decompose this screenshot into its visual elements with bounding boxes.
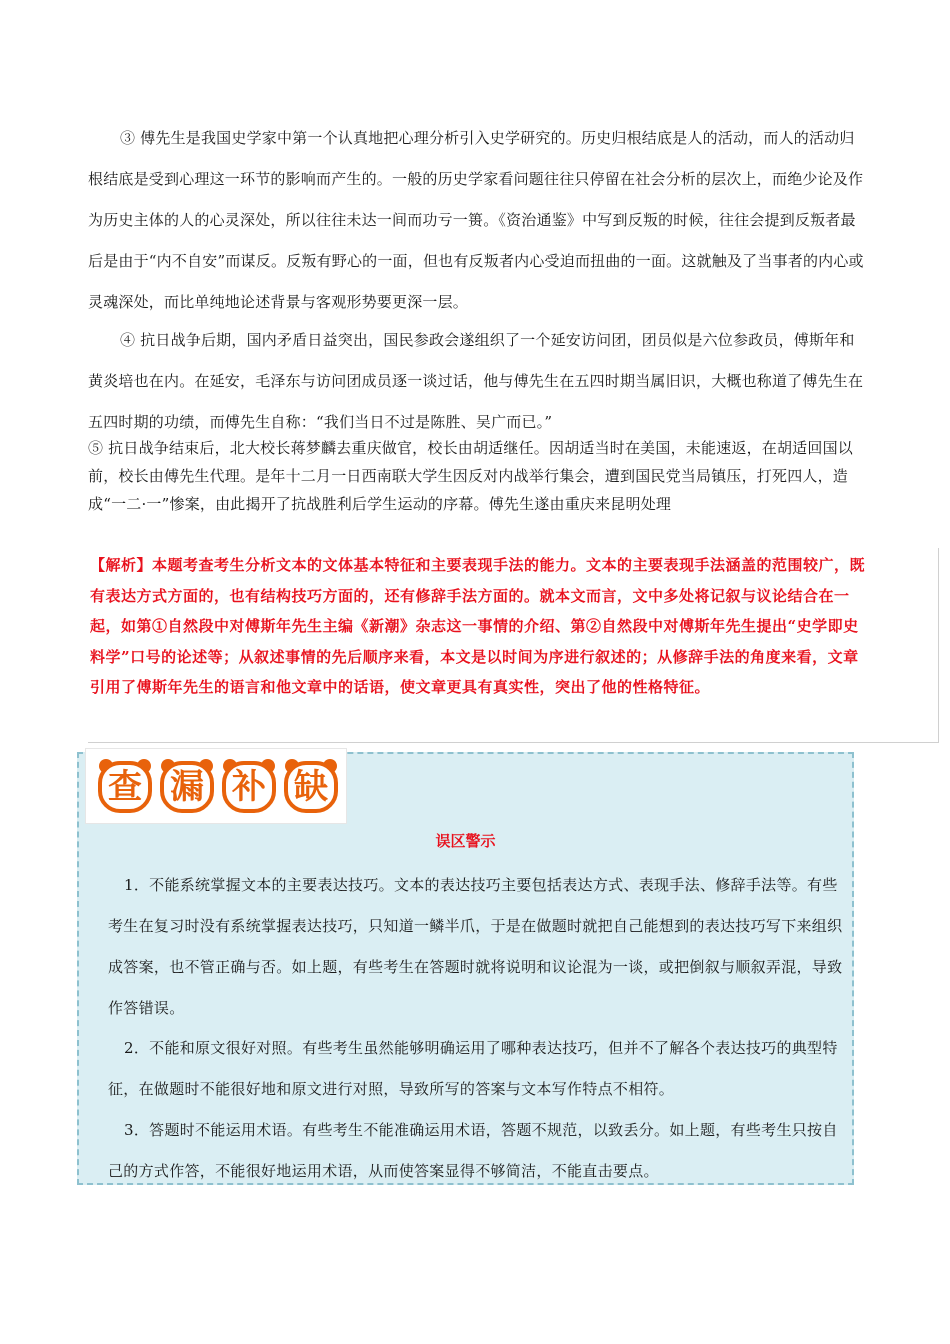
- paragraph-5: ⑤ 抗日战争结束后，北大校长蒋梦麟去重庆做官，校长由胡适继任。因胡适当时在美国，未能速返，在胡适回国以前，校长由傅先生代理。是年十二月一日西南联大学生因反对内战举行集会，遭到国民党当局镇压，打死四人，造成“一二·一”惨案，由此揭开了抗战胜利后学生运动的序幕。傅先生遂由重庆来昆明处理: [88, 439, 853, 513]
- logo-char-1: 查: [108, 767, 142, 807]
- logo-char-3: 补: [232, 767, 266, 807]
- logo-badge: [220, 757, 278, 815]
- paragraph-3: ③ 傅先生是我国史学家中第一个认真地把心理分析引入史学研究的。历史归根结底是人的活动，而人的活动归根结底是受到心理这一环节的影响而产生的。一般的历史学家看问题往往只停留在社会分析的层次上，而绝少论及作为历史主体的人的心灵深处，所以往往未达一间而功亏一篑。《资治通鉴》中写到反叛的时候，往往会提到反叛者最后是由于“内不自安”而谋反。反叛有野心的一面，但也有反叛者内心受迫而扭曲的一面。这就触及了当事者的内心或灵魂深处，而比单纯地论述背景与客观形势要更深一层。: [88, 129, 864, 311]
- logo-badge: [282, 757, 340, 815]
- logo-char-4: 缺: [294, 767, 328, 807]
- logo-badge: [158, 757, 216, 815]
- warning-item-1: 1．不能系统掌握文本的主要表达技巧。文本的表达技巧主要包括表达方式、表现手法、修辞手法等。有些考生在复习时没有系统掌握表达技巧，只知道一鳞半爪，于是在做题时就把自己能想到的表达技巧写下来组织成答案，也不管正确与否。如上题，有些考生在答题时就将说明和议论混为一谈，或把倒叙与顺叙弄混，导致作答错误。: [108, 876, 843, 1017]
- analysis-text: [90, 550, 874, 703]
- warning-item-2: 2．不能和原文很好对照。有些考生虽然能够明确运用了哪种表达技巧，但并不了解各个表达技巧的典型特征，在做题时不能很好地和原文进行对照，导致所写的答案与文本写作特点不相符。: [108, 1039, 838, 1098]
- analysis-tag: 【解析】: [90, 556, 153, 574]
- analysis-body: 本题考查考生分析文本的文体基本特征和主要表现手法的能力。文本的主要表现手法涵盖的范围较广，既有表达方式方面的，也有结构技巧方面的，还有修辞手法方面的。就本文而言，文中多处将记叙与议论结合在一起，如第①自然段中对傅斯年先生主编《新潮》杂志这一事情的介绍、第②自然段中对傅斯年先生提出“史学即史料学”口号的论述等；从叙述事情的先后顺序来看，本文是以时间为序进行叙述的；从修辞手法的角度来看，文章引用了傅斯年先生的语言和他文章中的话语，使文章更具有真实性，突出了他的性格特征。: [90, 556, 866, 696]
- analysis-box: [88, 548, 939, 743]
- warning-item-3: 3．答题时不能运用术语。有些考生不能准确运用术语，答题不规范，以致丢分。如上题，有些考生只按自己的方式作答，不能很好地运用术语，从而使答案显得不够简洁，不能直击要点。: [108, 1121, 838, 1180]
- paragraph-4: ④ 抗日战争后期，国内矛盾日益突出，国民参政会遂组织了一个延安访问团，团员似是六位参政员，傅斯年和黄炎培也在内。在延安，毛泽东与访问团成员逐一谈过话，他与傅先生在五四时期当属旧识，大概也称道了傅先生在五四时期的功绩，而傅先生自称：“我们当日不过是陈胜、吴广而已。”: [88, 331, 864, 431]
- logo-char-2: 漏: [170, 767, 204, 807]
- warning-title: 误区警示: [435, 832, 496, 850]
- logo-badge: [96, 757, 154, 815]
- section-logo: [85, 748, 347, 824]
